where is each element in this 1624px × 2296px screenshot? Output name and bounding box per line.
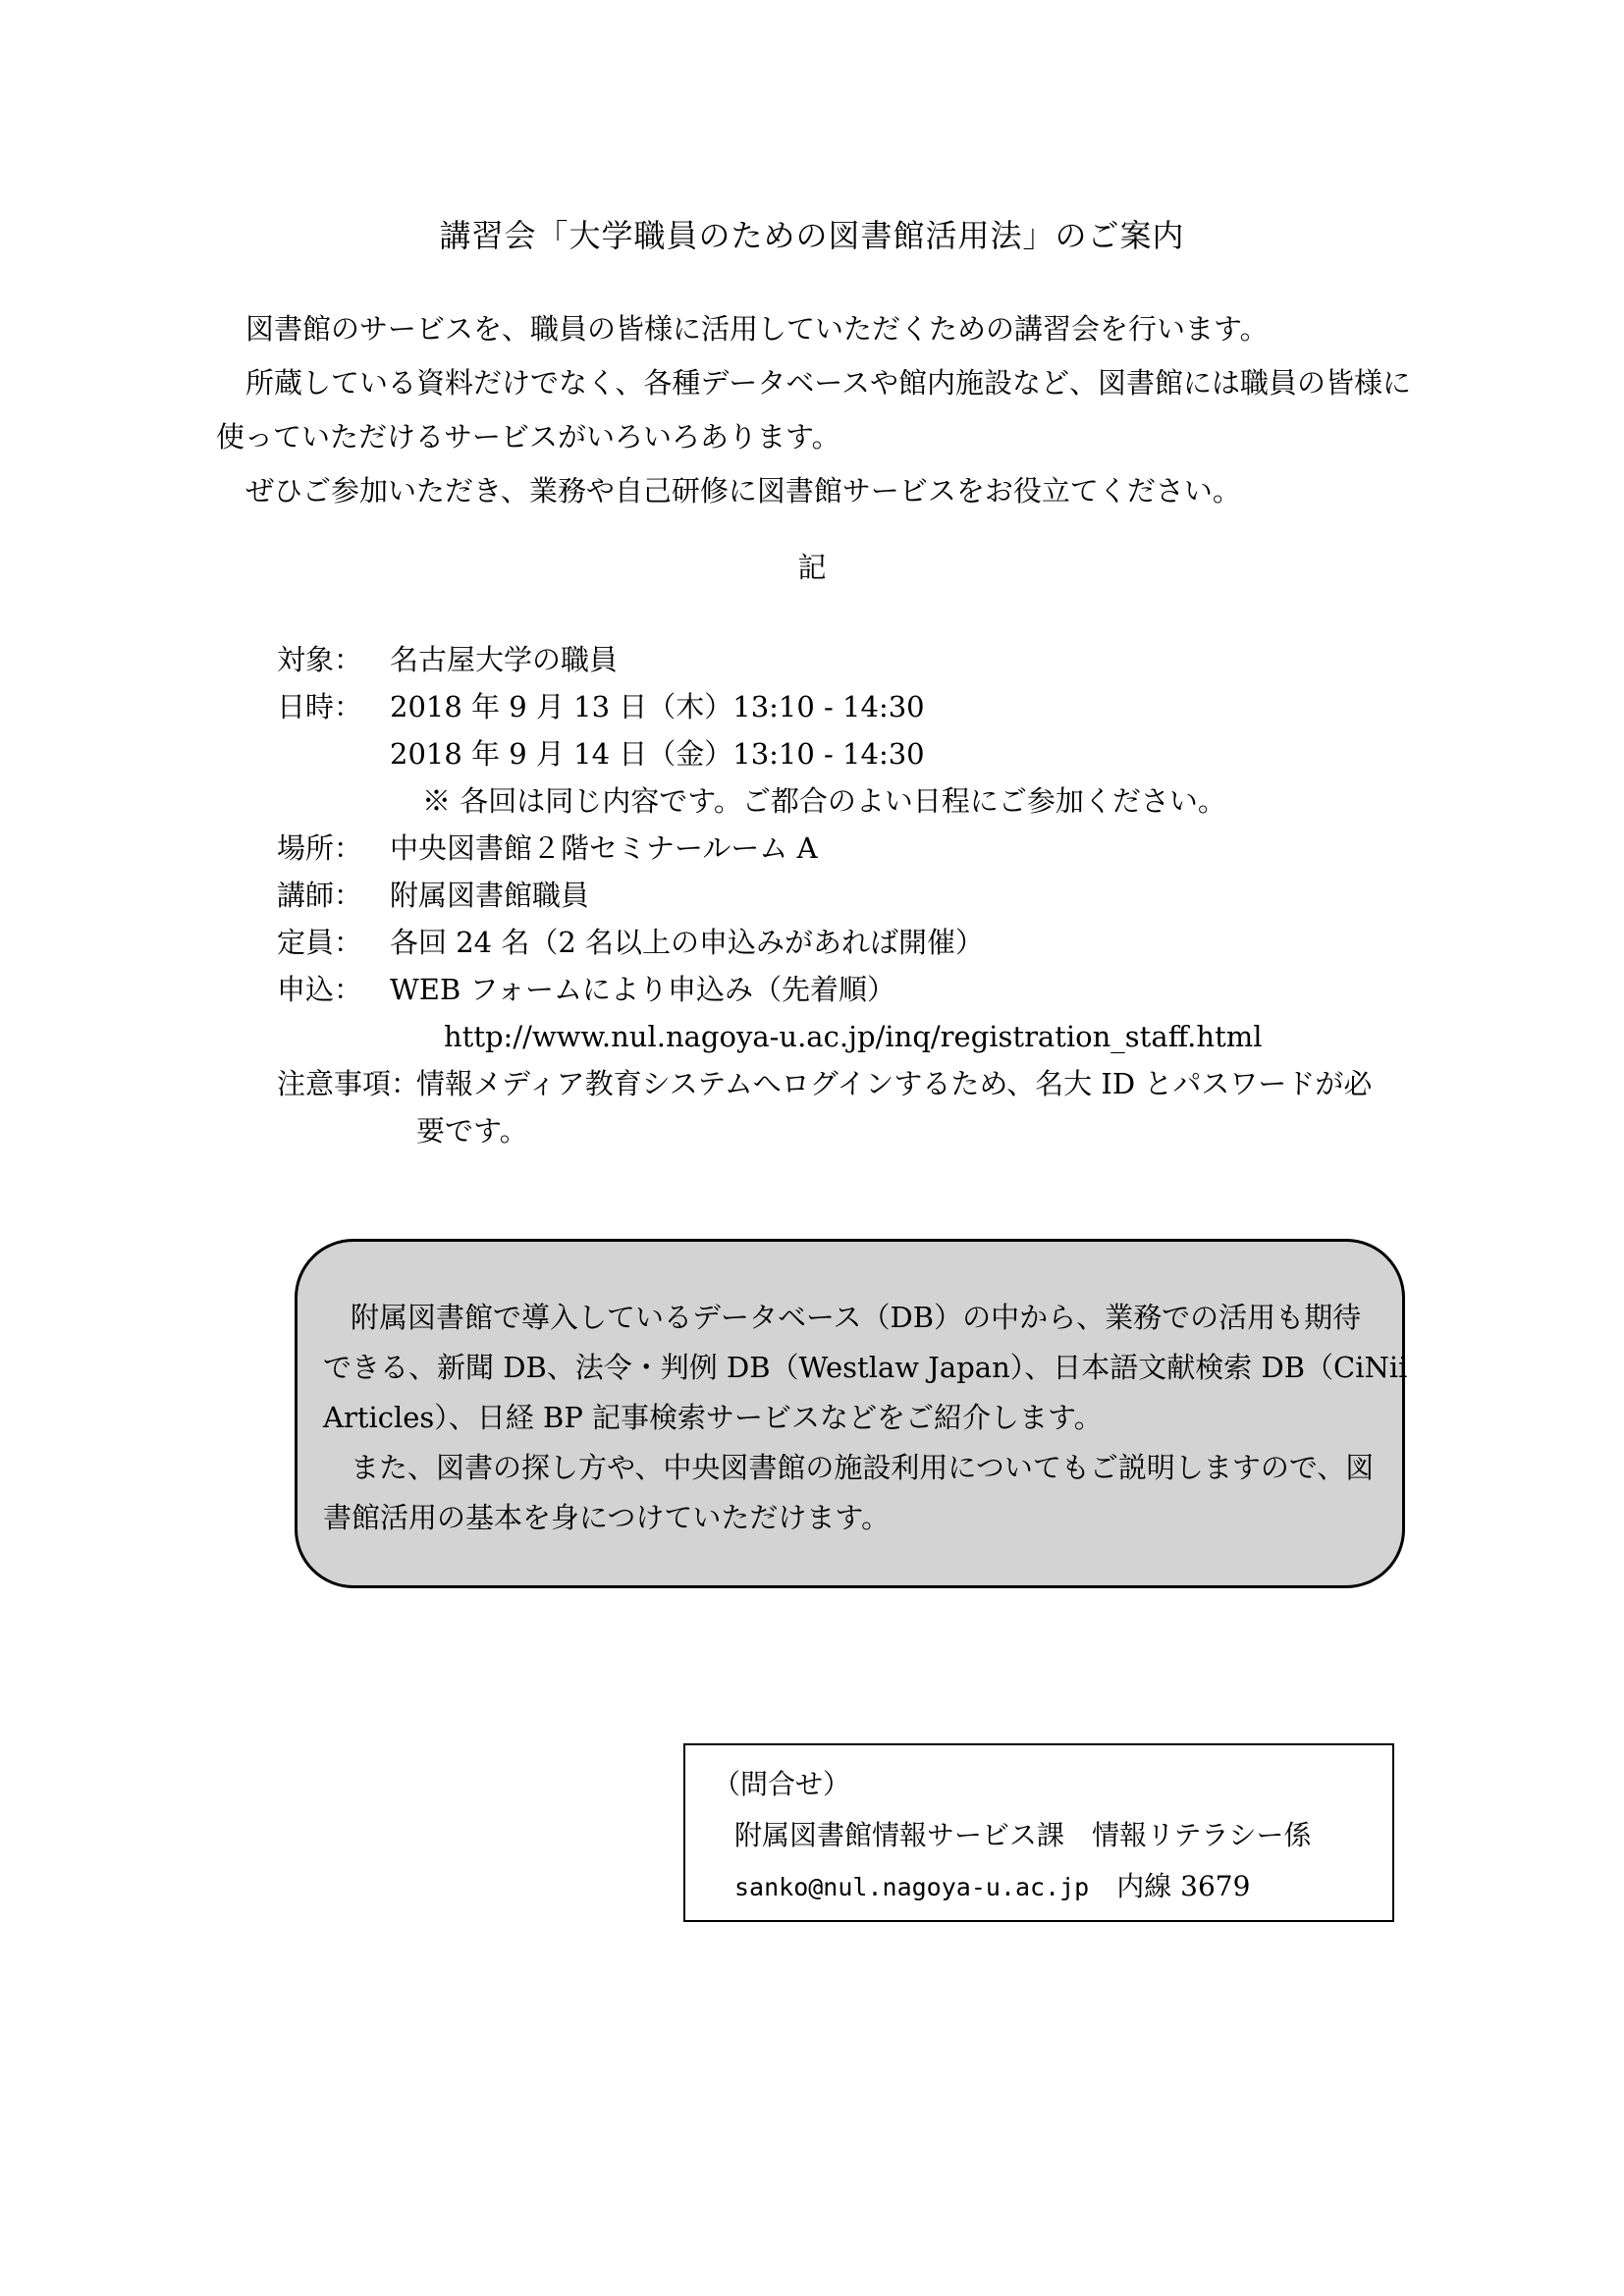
- apply-value: WEB フォームにより申込み（先着順）: [390, 973, 896, 1006]
- capacity-row: [277, 919, 1426, 966]
- box-line: また、図書の探し方や、中央図書館の施設利用についてもご説明しますので、図: [351, 1451, 1375, 1484]
- contact-extension: 内線 3679: [1089, 1870, 1251, 1902]
- datetime-label: 日時：: [277, 690, 363, 723]
- place-label: 場所：: [277, 831, 363, 865]
- datetime-second: 2018 年 9 月 14 日（金）13:10 - 14:30: [390, 737, 925, 771]
- database-info-box: [295, 1239, 1408, 1588]
- contact-email-link[interactable]: sanko@nul.nagoya-u.ac.jp: [734, 1873, 1090, 1901]
- notice-value: 情報メディア教育システムへログインするため、名大 ID とパスワードが必要です。: [416, 1067, 1373, 1148]
- apply-row: [277, 966, 1426, 1013]
- apply-url-link[interactable]: http://www.nul.nagoya-u.ac.jp/inq/registration_staff.html: [444, 1020, 1263, 1053]
- lecturer-value: 附属図書館職員: [390, 879, 590, 912]
- box-line: Articles）、日経 BP 記事検索サービスなどをご紹介します。: [323, 1401, 1103, 1434]
- intro-line: 使っていただけるサービスがいろいろあります。: [216, 420, 840, 454]
- target-value: 名古屋大学の職員: [390, 643, 619, 676]
- notice-row: [277, 1060, 1426, 1148]
- contact-email-line: [734, 1865, 1250, 1904]
- lecturer-label: 講師：: [277, 879, 363, 912]
- box-line: できる、新聞 DB、法令・判例 DB（Westlaw Japan）、日本語文献検索 DB（CiNii: [323, 1351, 1408, 1384]
- apply-url-row: [277, 1013, 1426, 1060]
- intro-line: 所蔵している資料だけでなく、各種データベースや館内施設など、図書館には職員の皆様に: [245, 366, 1411, 400]
- box-line: 書館活用の基本を身につけていただけます。: [323, 1501, 891, 1534]
- contact-box: [683, 1743, 1394, 1922]
- box-line: 附属図書館で導入しているデータベース（DB）の中から、業務での活用も期待: [351, 1301, 1362, 1334]
- document-title: 講習会「大学職員のための図書館活用法」のご案内: [439, 217, 1185, 254]
- place-value: 中央図書館２階セミナールーム A: [390, 831, 818, 865]
- target-label: 対象：: [277, 643, 363, 676]
- event-details: [277, 636, 1426, 1148]
- capacity-label: 定員：: [277, 926, 363, 959]
- contact-heading: （問合せ）: [713, 1768, 851, 1800]
- intro-paragraph: [216, 302, 1424, 518]
- datetime-note-row: [277, 777, 1426, 825]
- datetime-first: 2018 年 9 月 13 日（木）13:10 - 14:30: [390, 690, 925, 723]
- ki-heading: 記: [797, 551, 827, 584]
- database-info-text: [323, 1293, 1408, 1543]
- capacity-value: 各回 24 名（2 名以上の申込みがあれば開催）: [390, 926, 985, 959]
- intro-line: ぜひご参加いただき、業務や自己研修に図書館サービスをお役立てください。: [245, 474, 1241, 507]
- datetime-row-2: [277, 730, 1426, 777]
- contact-department: 附属図書館情報サービス課 情報リテラシー係: [734, 1819, 1312, 1851]
- target-row: [277, 636, 1426, 683]
- datetime-row: [277, 683, 1426, 730]
- apply-label: 申込：: [277, 973, 363, 1006]
- intro-line: 図書館のサービスを、職員の皆様に活用していただくための講習会を行います。: [245, 312, 1269, 346]
- lecturer-row: [277, 872, 1426, 919]
- place-row: [277, 825, 1426, 872]
- datetime-note: ※ 各回は同じ内容です。ご都合のよい日程にご参加ください。: [422, 784, 1226, 818]
- notice-label: 注意事項：: [277, 1067, 420, 1100]
